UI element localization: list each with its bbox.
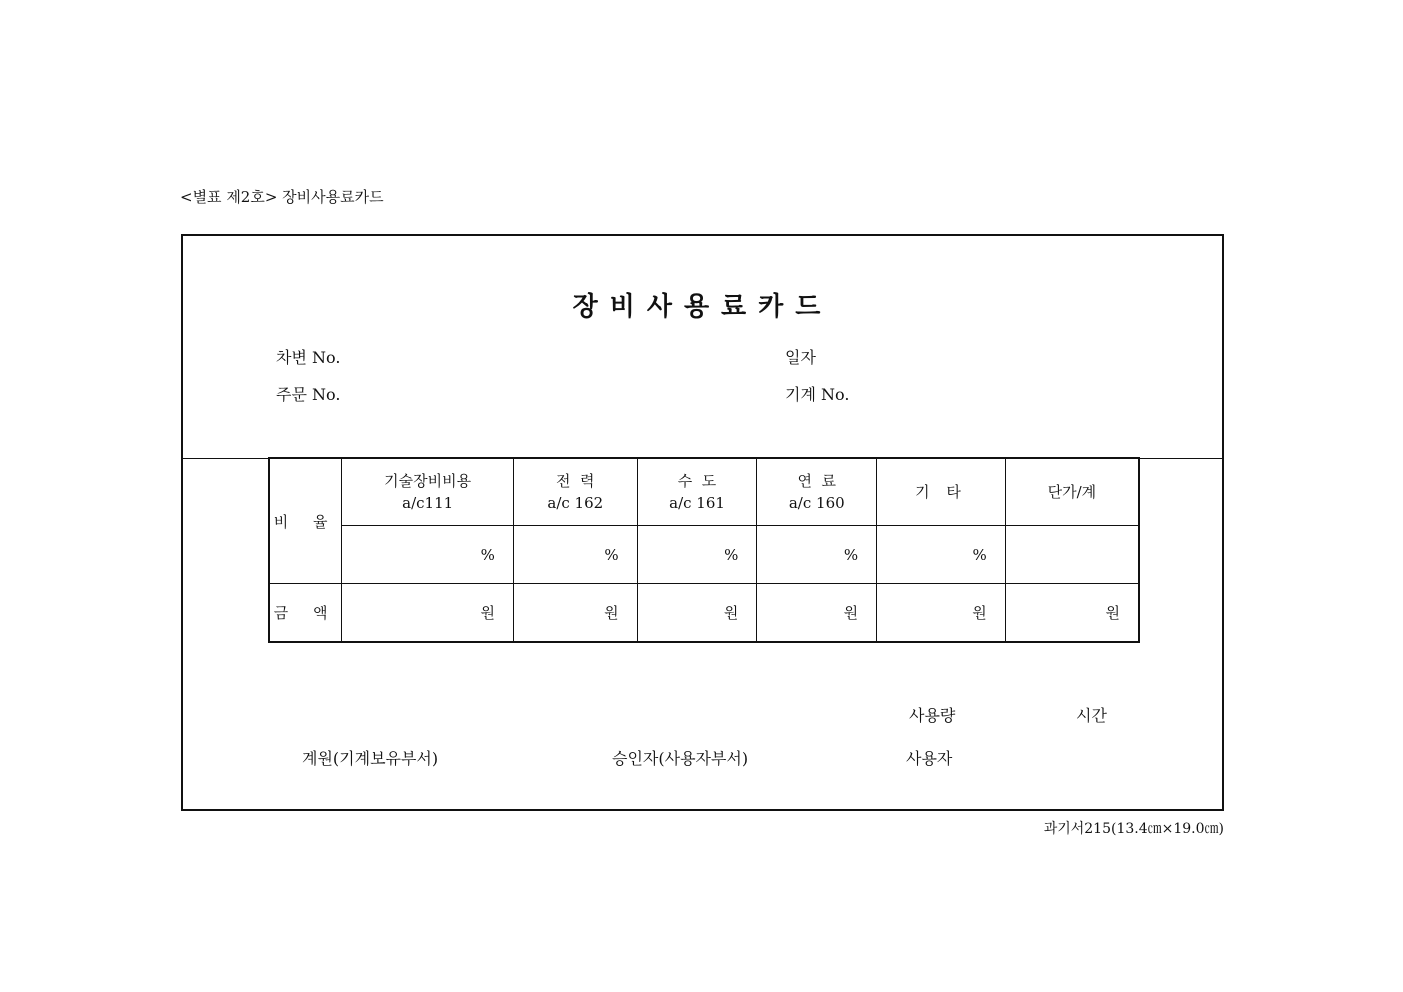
column-header — [342, 458, 514, 526]
column-name: 기술장비비용 — [384, 472, 472, 490]
amount-row — [269, 584, 1139, 643]
column-header — [513, 458, 637, 526]
user-label: 사용자 — [906, 749, 953, 768]
column-name: 수 도 — [677, 472, 717, 490]
amount-cell[interactable]: 원 — [342, 584, 514, 643]
column-name: 연 료 — [797, 472, 837, 490]
ratio-cell[interactable]: % — [342, 526, 514, 584]
approver-label: 승인자(사용자부서) — [612, 749, 749, 768]
date-label: 일자 — [785, 348, 816, 367]
column-code: a/c111 — [402, 494, 454, 512]
column-header — [757, 458, 877, 526]
column-header — [637, 458, 757, 526]
order-no-label: 주문 No. — [276, 385, 341, 404]
ratio-cell[interactable]: % — [637, 526, 757, 584]
column-name: 단가/계 — [1047, 483, 1097, 501]
amount-cell[interactable]: 원 — [513, 584, 637, 643]
column-code: a/c 162 — [547, 494, 604, 512]
amount-cell[interactable]: 원 — [1005, 584, 1139, 643]
amount-cell[interactable]: 원 — [757, 584, 877, 643]
column-name: 전 력 — [556, 472, 595, 490]
column-name: 기 타 — [915, 483, 967, 501]
ratio-row-label: 비 율 — [269, 458, 342, 584]
form-size-note: 과기서215(13.4㎝×19.0㎝) — [1043, 821, 1224, 837]
time-label: 시간 — [1076, 706, 1107, 725]
column-code: a/c 160 — [788, 494, 845, 512]
ratio-value-row — [269, 526, 1139, 584]
fee-table — [268, 457, 1140, 643]
amount-cell[interactable]: 원 — [877, 584, 1006, 643]
ratio-cell-empty[interactable] — [1005, 526, 1139, 584]
column-header — [877, 458, 1006, 526]
ratio-cell[interactable]: % — [877, 526, 1006, 584]
column-code: a/c 161 — [669, 494, 725, 512]
amount-row-label: 금 액 — [269, 584, 342, 643]
ratio-cell[interactable]: % — [513, 526, 637, 584]
table-header-row — [269, 458, 1139, 526]
amount-cell[interactable]: 원 — [637, 584, 757, 643]
machine-no-label: 기계 No. — [785, 385, 850, 404]
document-header-label: <별표 제2호> 장비사용료카드 — [180, 188, 384, 206]
ratio-cell[interactable]: % — [757, 526, 877, 584]
column-header — [1005, 458, 1139, 526]
vehicle-no-label: 차변 No. — [276, 348, 341, 367]
usage-label: 사용량 — [909, 706, 956, 725]
form-title: 장비사용료카드 — [572, 292, 833, 322]
clerk-label: 계원(기계보유부서) — [302, 749, 439, 768]
